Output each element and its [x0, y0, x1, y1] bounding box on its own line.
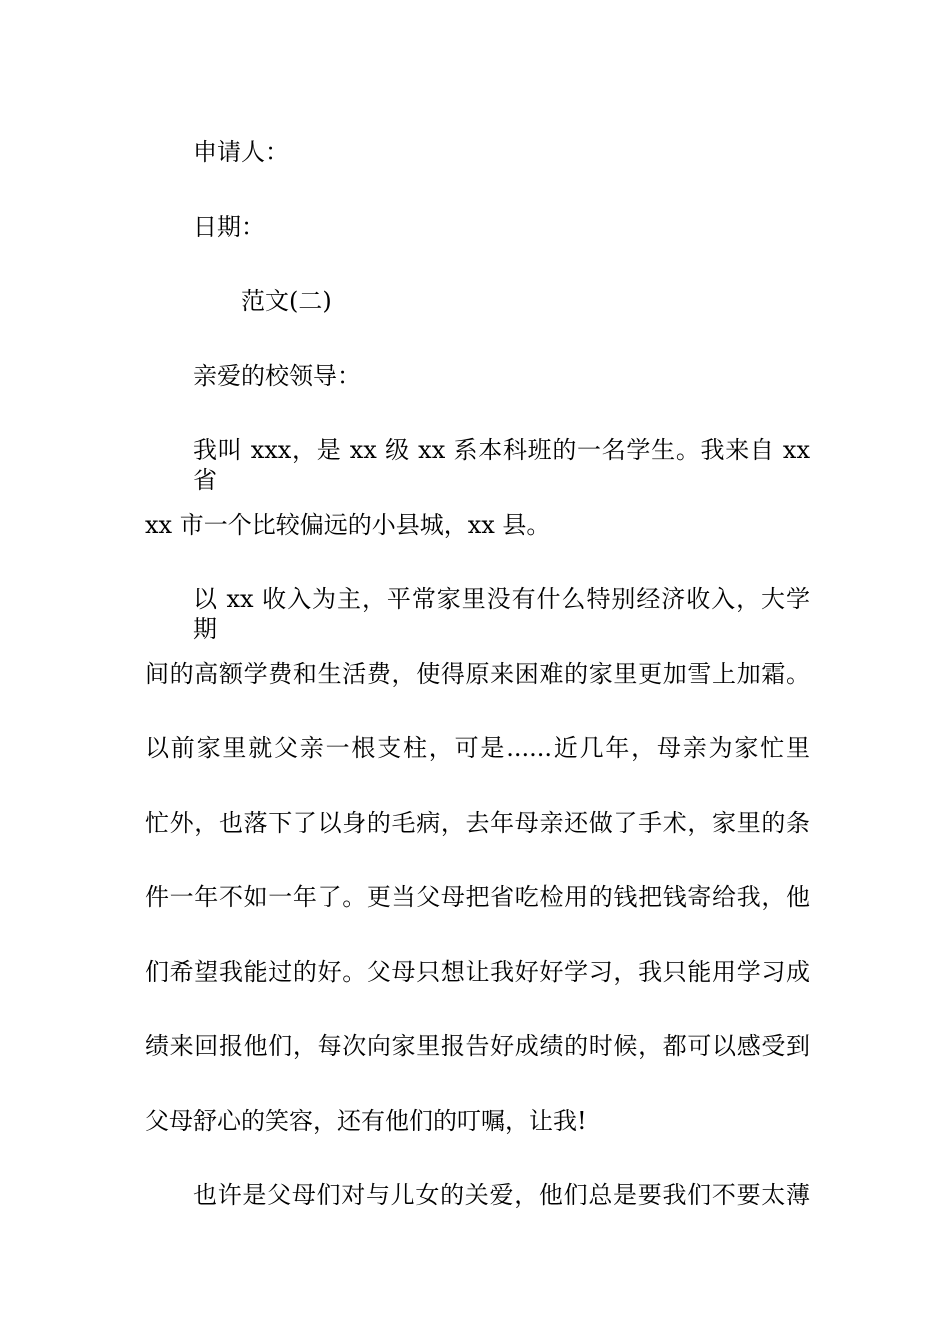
paragraph-line: 也许是父母们对与儿女的关爱，他们总是要我们不要太薄 — [193, 1181, 810, 1209]
applicant-label: 申请人： — [193, 138, 289, 166]
paragraph-line: 们希望我能过的好。父母只想让我好好学习，我只能用学习成 — [145, 958, 810, 986]
paragraph-line: 间的高额学费和生活费，使得原来困难的家里更加雪上加霜。 — [145, 660, 810, 688]
salutation: 亲爱的校领导： — [193, 362, 361, 390]
paragraph-line: 父母舒心的笑容，还有他们的叮嘱，让我! — [145, 1107, 587, 1135]
paragraph-line: 以 xx 收入为主，平常家里没有什么特别经济收入，大学期 — [193, 585, 810, 643]
paragraph-line: 以前家里就父亲一根支柱，可是......近几年，母亲为家忙里 — [145, 734, 810, 762]
paragraph-line: 件一年不如一年了。更当父母把省吃检用的钱把钱寄给我，他 — [145, 883, 810, 911]
paragraph-line: xx 市一个比较偏远的小县城，xx 县。 — [145, 511, 551, 539]
date-label: 日期： — [193, 213, 265, 241]
paragraph-line: 忙外，也落下了以身的毛病，去年母亲还做了手术，家里的条 — [145, 809, 810, 837]
paragraph-line: 绩来回报他们，每次向家里报告好成绩的时候，都可以感受到 — [145, 1032, 810, 1060]
paragraph-line: 我叫 xxx，是 xx 级 xx 系本科班的一名学生。我来自 xx 省 — [193, 436, 810, 494]
sample-heading: 范文(二) — [241, 287, 332, 315]
